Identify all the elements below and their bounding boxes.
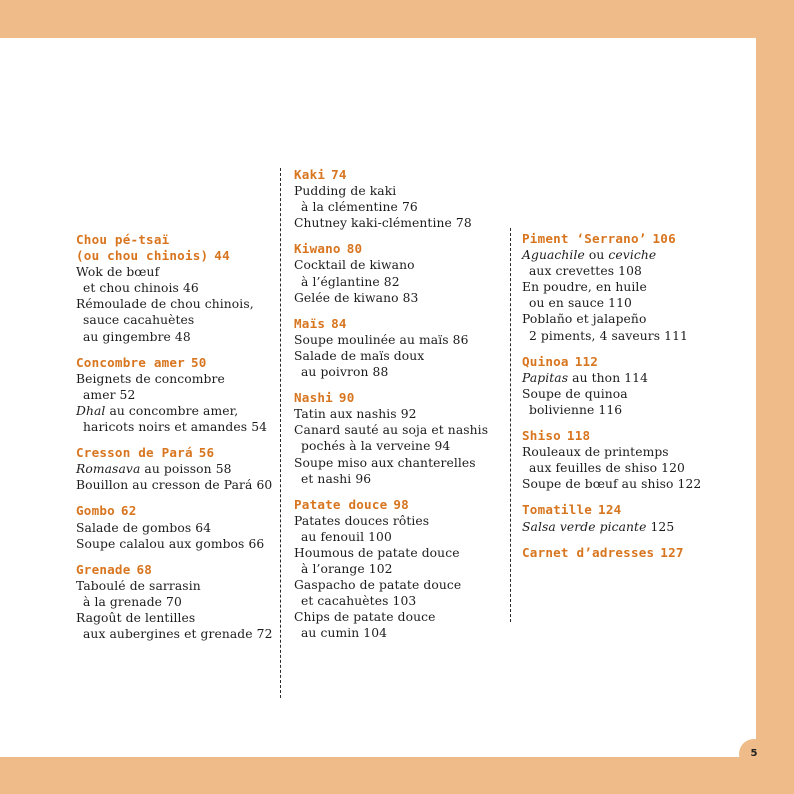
recipe-text: Chips de patate douce xyxy=(294,610,436,625)
recipe-line xyxy=(76,461,281,477)
section-title[interactable] xyxy=(294,497,509,513)
toc-section xyxy=(76,562,281,642)
section-title[interactable] xyxy=(76,248,281,264)
toc-section xyxy=(522,502,747,534)
toc-section xyxy=(294,167,509,231)
recipe-text: Soupe moulinée au maïs 86 xyxy=(294,332,469,347)
section-title[interactable] xyxy=(522,354,747,370)
toc-section xyxy=(76,445,281,493)
recipe-entry[interactable] xyxy=(294,406,509,422)
recipe-text: au thon 114 xyxy=(568,370,648,385)
recipe-entry[interactable] xyxy=(522,386,747,418)
recipe-line xyxy=(294,625,509,641)
section-page-number: 106 xyxy=(652,231,676,246)
recipe-entry[interactable] xyxy=(76,610,281,642)
recipe-text: à l’orange 102 xyxy=(301,562,393,577)
recipe-line xyxy=(294,406,509,422)
column-divider-2 xyxy=(510,228,511,622)
section-title[interactable] xyxy=(522,428,747,444)
recipe-line xyxy=(294,561,509,577)
recipe-entry[interactable] xyxy=(76,264,281,296)
recipe-entry[interactable] xyxy=(294,290,509,306)
recipe-text: Soupe calalou aux gombos 66 xyxy=(76,536,265,551)
recipe-text: Wok de bœuf xyxy=(76,265,160,280)
recipe-line xyxy=(76,419,281,435)
recipe-text: Salade de gombos 64 xyxy=(76,520,212,535)
recipe-text: à l’églantine 82 xyxy=(301,274,400,289)
recipe-entry[interactable] xyxy=(76,578,281,610)
recipe-line xyxy=(294,455,509,471)
recipe-line xyxy=(76,520,281,536)
section-title-text: Carnet d’adresses xyxy=(522,544,655,560)
recipe-text: à la clémentine 76 xyxy=(301,200,418,215)
section-page-number: 84 xyxy=(331,315,347,331)
recipe-text: au poivron 88 xyxy=(301,365,389,380)
toc-section xyxy=(522,545,747,561)
recipe-line xyxy=(294,199,509,215)
section-title[interactable] xyxy=(294,316,509,332)
section-page-number: 68 xyxy=(136,561,153,577)
toc-section xyxy=(294,241,509,305)
recipe-line xyxy=(76,371,281,387)
recipe-entry[interactable] xyxy=(294,215,509,231)
recipe-text: Ragoût de lentilles xyxy=(76,610,196,625)
toc-section xyxy=(522,428,747,492)
recipe-text: 2 piments, 4 saveurs 111 xyxy=(529,328,688,343)
section-page-number: 74 xyxy=(331,167,347,182)
section-title-text: Gombo xyxy=(76,503,115,519)
toc-section xyxy=(522,354,747,418)
recipe-line xyxy=(76,403,281,419)
recipe-entry[interactable] xyxy=(294,455,509,487)
recipe-text: Taboulé de sarrasin xyxy=(76,578,201,593)
recipe-line xyxy=(76,312,281,328)
recipe-entry[interactable] xyxy=(76,536,281,552)
recipe-line xyxy=(294,364,509,380)
recipe-text: au fenouil 100 xyxy=(301,529,392,544)
recipe-italic-term: Aguachile xyxy=(522,248,585,263)
toc-section xyxy=(294,497,509,642)
recipe-text: aux crevettes 108 xyxy=(529,264,642,279)
recipe-italic-term: Salsa verde picante xyxy=(522,519,647,534)
section-title[interactable] xyxy=(522,231,747,247)
column-divider-1 xyxy=(280,168,281,698)
recipe-line xyxy=(76,536,281,552)
section-page-number: 50 xyxy=(190,354,207,370)
recipe-entry[interactable] xyxy=(522,476,747,492)
recipe-text: Tatin aux nashis 92 xyxy=(294,407,417,422)
recipe-line xyxy=(522,386,747,402)
recipe-line xyxy=(294,545,509,561)
recipe-text: Beignets de concombre xyxy=(76,371,225,386)
recipe-line xyxy=(294,257,509,273)
recipe-line xyxy=(76,329,281,345)
recipe-text: au cumin 104 xyxy=(301,626,388,641)
recipe-line xyxy=(76,387,281,403)
section-title[interactable] xyxy=(522,502,747,518)
recipe-line xyxy=(294,593,509,609)
recipe-line xyxy=(76,594,281,610)
recipe-line xyxy=(76,296,281,312)
recipe-text: Soupe de quinoa xyxy=(522,386,628,401)
recipe-text: Houmous de patate douce xyxy=(294,545,460,560)
recipe-text: haricots noirs et amandes 54 xyxy=(83,420,268,435)
recipe-text: au concombre amer, xyxy=(105,403,239,418)
recipe-line xyxy=(522,328,747,344)
recipe-text: Gaspacho de patate douce xyxy=(294,578,462,593)
recipe-text: Soupe miso aux chanterelles xyxy=(294,455,476,470)
recipe-entry[interactable] xyxy=(294,183,509,215)
section-title-text: Piment ‘Serrano’ xyxy=(522,231,647,246)
recipe-line xyxy=(522,519,747,535)
section-title[interactable] xyxy=(294,241,509,257)
section-page-number: 44 xyxy=(214,248,230,264)
recipe-entry[interactable] xyxy=(76,520,281,536)
recipe-line xyxy=(76,280,281,296)
recipe-text: Salade de maïs doux xyxy=(294,348,425,363)
recipe-text: pochés à la verveine 94 xyxy=(301,439,451,454)
section-title-text: Cresson de Pará xyxy=(76,445,193,461)
recipe-text: En poudre, en huile xyxy=(522,280,647,295)
recipe-text: Poblaño et jalapeño xyxy=(522,312,647,327)
recipe-entry[interactable] xyxy=(76,477,281,493)
section-title-text: Patate douce xyxy=(294,496,388,512)
recipe-line xyxy=(294,609,509,625)
section-page-number: 124 xyxy=(598,502,622,518)
recipe-line xyxy=(522,263,747,279)
recipe-entry[interactable] xyxy=(294,257,509,289)
section-title[interactable] xyxy=(76,445,281,461)
section-page-number: 112 xyxy=(574,353,599,369)
section-page-number: 118 xyxy=(566,428,591,444)
recipe-text: Rouleaux de printemps xyxy=(522,445,669,460)
section-page-number: 62 xyxy=(120,503,137,519)
section-title-text: Maïs xyxy=(294,315,326,331)
section-title-text: Shiso xyxy=(522,428,561,444)
section-title-text: Kaki xyxy=(294,167,326,182)
recipe-text: Chutney kaki-clémentine 78 xyxy=(294,216,472,231)
recipe-text: Bouillon au cresson de Pará 60 xyxy=(76,478,273,493)
recipe-line xyxy=(522,476,747,492)
recipe-text: aux feuilles de shiso 120 xyxy=(529,461,685,476)
recipe-entry[interactable] xyxy=(522,370,747,386)
recipe-line xyxy=(294,183,509,199)
recipe-italic-term: Romasava xyxy=(76,462,141,477)
recipe-entry[interactable] xyxy=(294,513,509,545)
recipe-text: et nashi 96 xyxy=(301,471,372,486)
toc-section xyxy=(294,390,509,487)
recipe-entry[interactable] xyxy=(294,545,509,577)
recipe-italic-term: Dhal xyxy=(76,403,106,418)
section-page-number: 80 xyxy=(346,241,363,257)
recipe-entry[interactable] xyxy=(294,348,509,380)
section-title[interactable] xyxy=(76,355,281,371)
recipe-line xyxy=(522,370,747,386)
recipe-text: ou en sauce 110 xyxy=(529,296,632,311)
recipe-line xyxy=(294,215,509,231)
recipe-italic-term: ceviche xyxy=(608,248,657,263)
recipe-line xyxy=(294,438,509,454)
section-page-number: 56 xyxy=(198,445,215,461)
recipe-line xyxy=(294,274,509,290)
recipe-entry[interactable] xyxy=(294,609,509,641)
recipe-text: Gelée de kiwano 83 xyxy=(294,290,419,305)
section-title[interactable] xyxy=(76,562,281,578)
recipe-text: au poisson 58 xyxy=(140,462,232,477)
section-title-text: Nashi xyxy=(294,390,333,406)
recipe-entry[interactable] xyxy=(294,332,509,348)
recipe-line xyxy=(294,577,509,593)
recipe-line xyxy=(294,422,509,438)
recipe-line xyxy=(522,295,747,311)
recipe-line xyxy=(522,311,747,327)
section-page-number: 90 xyxy=(338,390,355,406)
section-title-text: Grenade xyxy=(76,561,131,577)
recipe-line xyxy=(76,264,281,280)
page-number: 5 xyxy=(739,739,769,769)
recipe-text: bolivienne 116 xyxy=(529,402,623,417)
recipe-line xyxy=(294,513,509,529)
recipe-text: amer 52 xyxy=(83,387,136,402)
recipe-line xyxy=(76,578,281,594)
recipe-text: Pudding de kaki xyxy=(294,184,397,199)
section-page-number: 98 xyxy=(393,496,409,512)
section-page-number: 127 xyxy=(660,544,684,560)
section-title-text: Quinoa xyxy=(522,353,569,369)
section-title-text: Chou pé-tsaï xyxy=(76,232,170,247)
recipe-line xyxy=(76,477,281,493)
recipe-line xyxy=(522,460,747,476)
recipe-entry[interactable] xyxy=(522,311,747,343)
recipe-line xyxy=(76,626,281,642)
recipe-text: ou xyxy=(584,248,609,263)
recipe-italic-term: Papitas xyxy=(522,370,569,385)
recipe-text: sauce cacahuètes xyxy=(83,313,195,328)
toc-section xyxy=(76,232,281,345)
recipe-line xyxy=(294,348,509,364)
recipe-entry[interactable] xyxy=(294,422,509,454)
recipe-entry[interactable] xyxy=(522,444,747,476)
recipe-entry[interactable] xyxy=(76,403,281,435)
recipe-line xyxy=(522,247,747,263)
toc-section xyxy=(522,231,747,344)
toc-column-1 xyxy=(76,232,281,652)
recipe-line xyxy=(294,290,509,306)
recipe-text: Cocktail de kiwano xyxy=(294,258,415,273)
recipe-text: aux aubergines et grenade 72 xyxy=(83,627,273,642)
section-title-text: Tomatille xyxy=(522,502,593,518)
toc-column-2 xyxy=(294,167,509,652)
section-title-text: Kiwano xyxy=(294,241,341,257)
recipe-text: Patates douces rôties xyxy=(294,513,430,528)
recipe-line xyxy=(294,529,509,545)
recipe-line xyxy=(522,402,747,418)
section-title[interactable] xyxy=(294,167,509,183)
recipe-entry[interactable] xyxy=(522,247,747,279)
recipe-text: Rémoulade de chou chinois, xyxy=(76,297,254,312)
recipe-text: Soupe de bœuf au shiso 122 xyxy=(522,477,702,492)
section-title-text: (ou chou chinois) xyxy=(76,248,209,264)
recipe-text: et chou chinois 46 xyxy=(83,281,199,296)
recipe-line xyxy=(522,444,747,460)
section-title[interactable] xyxy=(522,545,747,561)
recipe-line xyxy=(76,610,281,626)
recipe-entry[interactable] xyxy=(522,279,747,311)
section-title[interactable] xyxy=(76,232,281,248)
toc-column-3 xyxy=(522,231,747,571)
recipe-entry[interactable] xyxy=(76,296,281,344)
section-title[interactable] xyxy=(76,503,281,519)
section-title-text: Concombre amer xyxy=(76,354,185,370)
recipe-text: à la grenade 70 xyxy=(83,594,182,609)
recipe-line xyxy=(522,279,747,295)
recipe-text: 125 xyxy=(646,519,675,534)
recipe-text: au gingembre 48 xyxy=(83,329,191,344)
section-title[interactable] xyxy=(294,390,509,406)
recipe-entry[interactable] xyxy=(76,461,281,477)
recipe-entry[interactable] xyxy=(294,577,509,609)
recipe-line xyxy=(294,471,509,487)
recipe-entry[interactable] xyxy=(76,371,281,403)
recipe-text: et cacahuètes 103 xyxy=(301,594,417,609)
toc-section xyxy=(76,503,281,551)
recipe-line xyxy=(294,332,509,348)
recipe-entry[interactable] xyxy=(522,519,747,535)
toc-section xyxy=(294,316,509,380)
recipe-text: Canard sauté au soja et nashis xyxy=(294,423,489,438)
toc-section xyxy=(76,355,281,435)
